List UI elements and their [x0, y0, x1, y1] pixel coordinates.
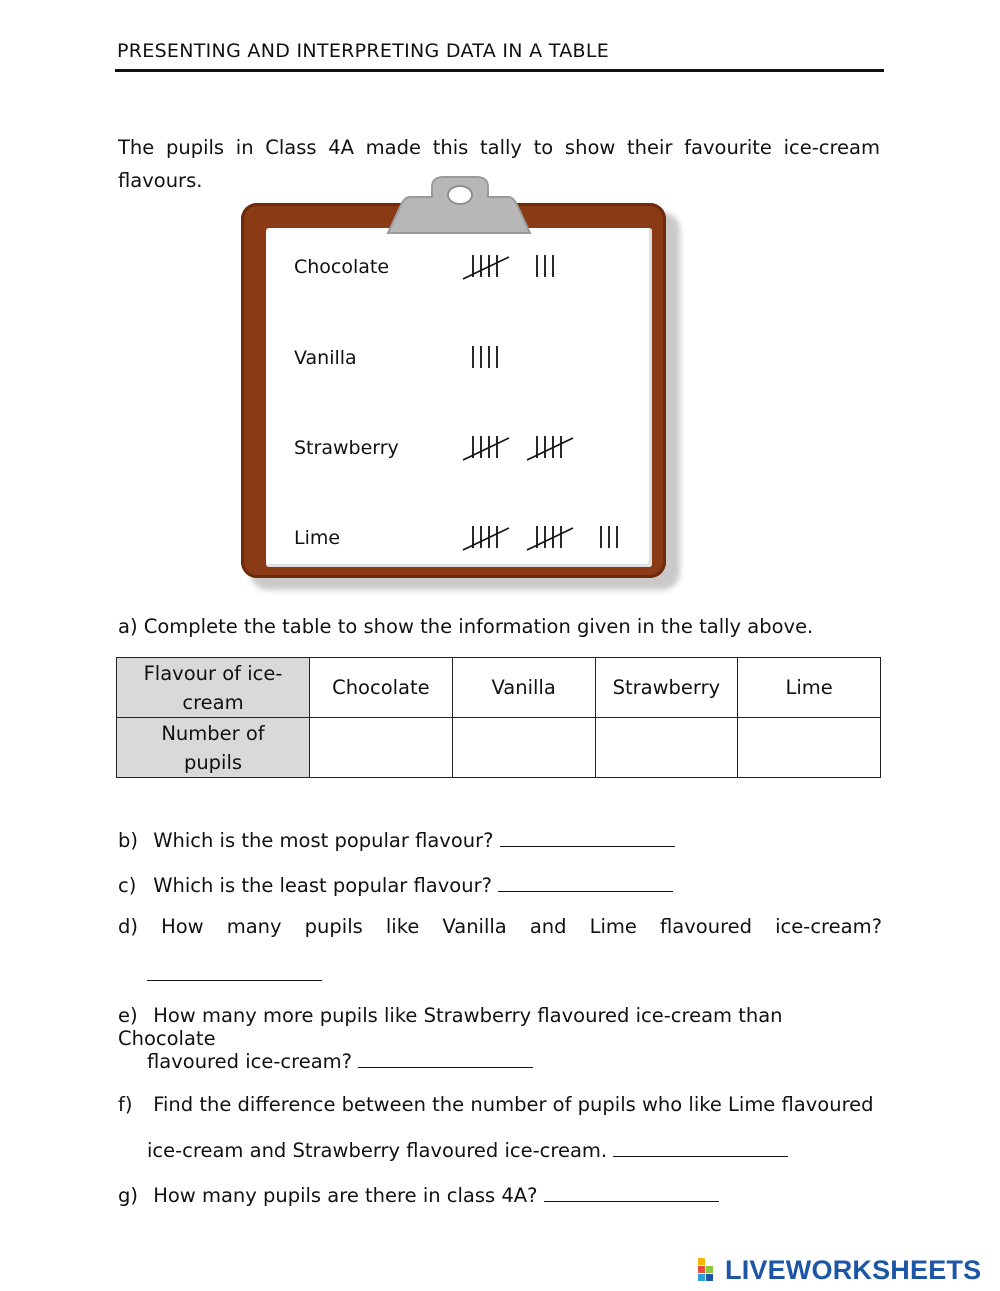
- tally-group-chocolate: [463, 255, 509, 279]
- question-word: many: [226, 915, 282, 938]
- answer-blank-e[interactable]: [358, 1047, 533, 1068]
- tally-marks: [455, 250, 635, 560]
- question-label: e): [118, 1004, 138, 1027]
- question-g: [118, 1181, 882, 1207]
- tally-group-chocolate: [537, 255, 553, 277]
- logo-text: LIVEWORKSHEETS: [725, 1254, 982, 1285]
- question-word: Lime: [589, 915, 637, 938]
- question-a: a) Complete the table to show the information given in the tally above.: [118, 615, 814, 638]
- tally-group-lime: [463, 526, 509, 550]
- question-label: f): [118, 1093, 133, 1116]
- tally-strike: [527, 438, 573, 460]
- clipboard-clip-icon: [384, 175, 534, 235]
- tally-strike: [527, 528, 573, 550]
- tally-label-strawberry: Strawberry: [294, 437, 399, 459]
- question-text: flavoured ice-cream?: [147, 1050, 352, 1073]
- tally-label-lime: Lime: [294, 527, 341, 549]
- answer-blank-b[interactable]: [500, 826, 675, 847]
- question-text: Find the difference between the number of pupils who like Lime flavoured: [153, 1093, 874, 1116]
- row-header-flavour: Flavour of ice-cream: [117, 658, 310, 718]
- answer-cell-lime[interactable]: [738, 718, 881, 778]
- answer-cell-vanilla[interactable]: [452, 718, 595, 778]
- table-row: [117, 718, 881, 778]
- answer-cell-strawberry[interactable]: [595, 718, 738, 778]
- question-text: How many more pupils like Strawberry flavoured ice-cream than Chocolate: [118, 1004, 783, 1050]
- tally-strike: [463, 438, 509, 460]
- question-e-continued: [147, 1047, 533, 1073]
- question-word: flavoured: [660, 915, 753, 938]
- answer-blank-c[interactable]: [498, 871, 673, 892]
- answer-table: [116, 657, 881, 778]
- question-word: How: [161, 915, 204, 938]
- tally-group-lime: [527, 526, 573, 550]
- answer-blank-d[interactable]: [147, 960, 322, 981]
- tally-strike: [463, 257, 509, 279]
- question-label: d): [118, 915, 138, 938]
- question-f: [118, 1093, 882, 1116]
- liveworksheets-logo: [697, 1253, 981, 1287]
- tally-group-strawberry: [463, 436, 509, 460]
- answer-blank-f[interactable]: [613, 1136, 788, 1157]
- column-header-vanilla: Vanilla: [452, 658, 595, 718]
- question-d: [118, 915, 882, 938]
- question-text: Which is the least popular flavour?: [153, 874, 492, 897]
- tally-group-vanilla: [473, 346, 497, 368]
- question-label: c): [118, 874, 137, 897]
- answer-line-d: [147, 960, 322, 986]
- tally-label-vanilla: Vanilla: [294, 347, 357, 369]
- table-row: [117, 658, 881, 718]
- tally-group-lime: [601, 526, 617, 548]
- question-c: [118, 871, 882, 897]
- tally-label-chocolate: Chocolate: [294, 256, 390, 278]
- row-header-pupils: Number of pupils: [117, 718, 310, 778]
- answer-cell-chocolate[interactable]: [310, 718, 453, 778]
- question-text: How many pupils are there in class 4A?: [153, 1184, 538, 1207]
- question-word: ice-cream?: [775, 915, 882, 938]
- tally-group-strawberry: [527, 436, 573, 460]
- logo-blocks-icon: [697, 1257, 723, 1283]
- column-header-strawberry: Strawberry: [595, 658, 738, 718]
- question-word: pupils: [304, 915, 363, 938]
- question-e: [118, 1004, 882, 1050]
- question-text: Which is the most popular flavour?: [153, 829, 494, 852]
- question-text: ice-cream and Strawberry flavoured ice-cream.: [147, 1139, 608, 1162]
- question-label: b): [118, 829, 138, 852]
- question-f-continued: [147, 1136, 788, 1162]
- answer-blank-g[interactable]: [544, 1181, 719, 1202]
- tally-strike: [463, 528, 509, 550]
- question-label: g): [118, 1184, 138, 1207]
- intro-text: The pupils in Class 4A made this tally to show their favourite ice-cream flavours.: [118, 136, 880, 192]
- column-header-lime: Lime: [738, 658, 881, 718]
- header-divider: [115, 69, 884, 72]
- column-header-chocolate: Chocolate: [310, 658, 453, 718]
- question-word: like: [385, 915, 420, 938]
- question-word: and: [529, 915, 567, 938]
- question-b: [118, 826, 882, 852]
- question-word: Vanilla: [442, 915, 507, 938]
- page-title: PRESENTING AND INTERPRETING DATA IN A TABLE: [117, 40, 610, 62]
